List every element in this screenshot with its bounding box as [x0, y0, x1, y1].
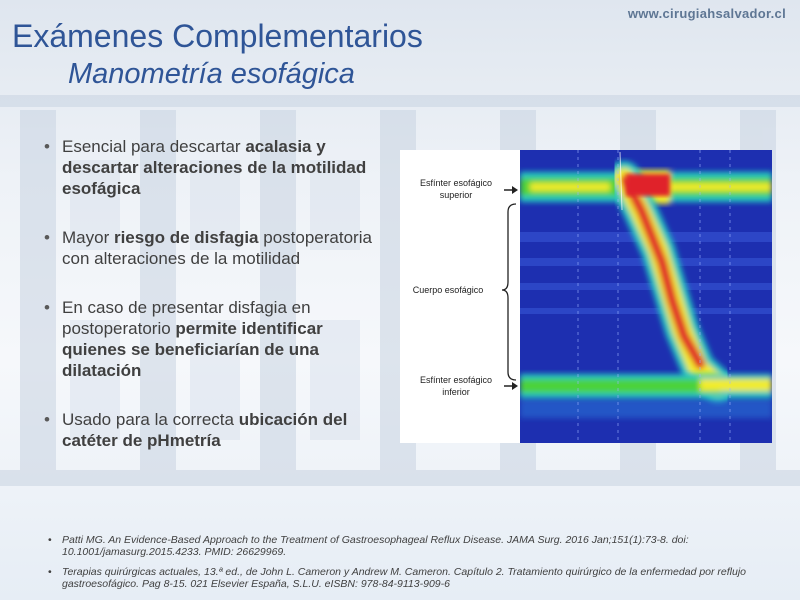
website-url: www.cirugiahsalvador.cl	[627, 6, 786, 21]
svg-text:inferior: inferior	[442, 387, 470, 397]
bullet-bold-text: riesgo de disfagia	[113, 228, 259, 247]
slide-subtitle: Manometría esofágica	[68, 58, 355, 90]
reference-list	[48, 534, 768, 598]
bullet-list	[42, 136, 372, 451]
upper-sphincter-label	[420, 178, 518, 200]
body-label: Cuerpo esofágico	[412, 285, 484, 295]
slide-title: Exámenes Complementarios	[12, 18, 423, 54]
lower-sphincter-label	[420, 375, 518, 397]
bullet-item	[42, 136, 372, 199]
manometry-figure	[400, 150, 772, 443]
body-bracket	[413, 204, 516, 380]
arrow-right-icon	[512, 382, 518, 390]
bullet-text: Usado para la correcta	[62, 410, 239, 429]
reference-item: • Patti MG. An Evidence-Based Approach to the Treatment of Gastroesophageal Reflux Disease. JAMA Surg. 2016 Jan;151(1):73-8. doi: 10.1001/jamasurg.2015.4233. PMID: 26629969.	[48, 534, 768, 558]
svg-text:Esfínter esofágico: Esfínter esofágico	[419, 178, 493, 188]
reference-item: • Terapias quirúrgicas actuales, 13.ª ed., de John L. Cameron y Andrew M. Cameron. Capítulo 2. Tratamiento quirúrgico de la enfermedad por reflujo gastroesofágico. Pag 8-15. 021 Elsevier España, S.L.U. eISBN: 978-84-9113-909-6	[48, 566, 768, 590]
pressure-topography-plot	[520, 150, 772, 443]
bullet-item	[42, 297, 372, 381]
bullet-item	[42, 227, 372, 269]
bullet-text: Mayor	[62, 228, 114, 247]
bullet-bold-text: acalasia y descartar alteraciones de la motilidad esofágica	[62, 137, 367, 198]
arrow-right-icon	[512, 186, 518, 194]
bullet-bold-text: ubicación del catéter de pHmetría	[62, 410, 348, 450]
bullet-bold-text: permite identificar quienes se beneficiarían de una dilatación	[62, 319, 323, 380]
bullet-item	[42, 409, 372, 451]
bullet-text: postoperatoria con alteraciones de la motilidad	[62, 228, 372, 268]
svg-text:superior: superior	[439, 190, 473, 200]
bullet-text: Esencial para descartar	[62, 137, 246, 156]
bullet-text: En caso de presentar disfagia en postoperatorio	[62, 298, 311, 338]
svg-text:Esfínter esofágico: Esfínter esofágico	[419, 375, 493, 385]
manometry-image	[400, 150, 772, 443]
